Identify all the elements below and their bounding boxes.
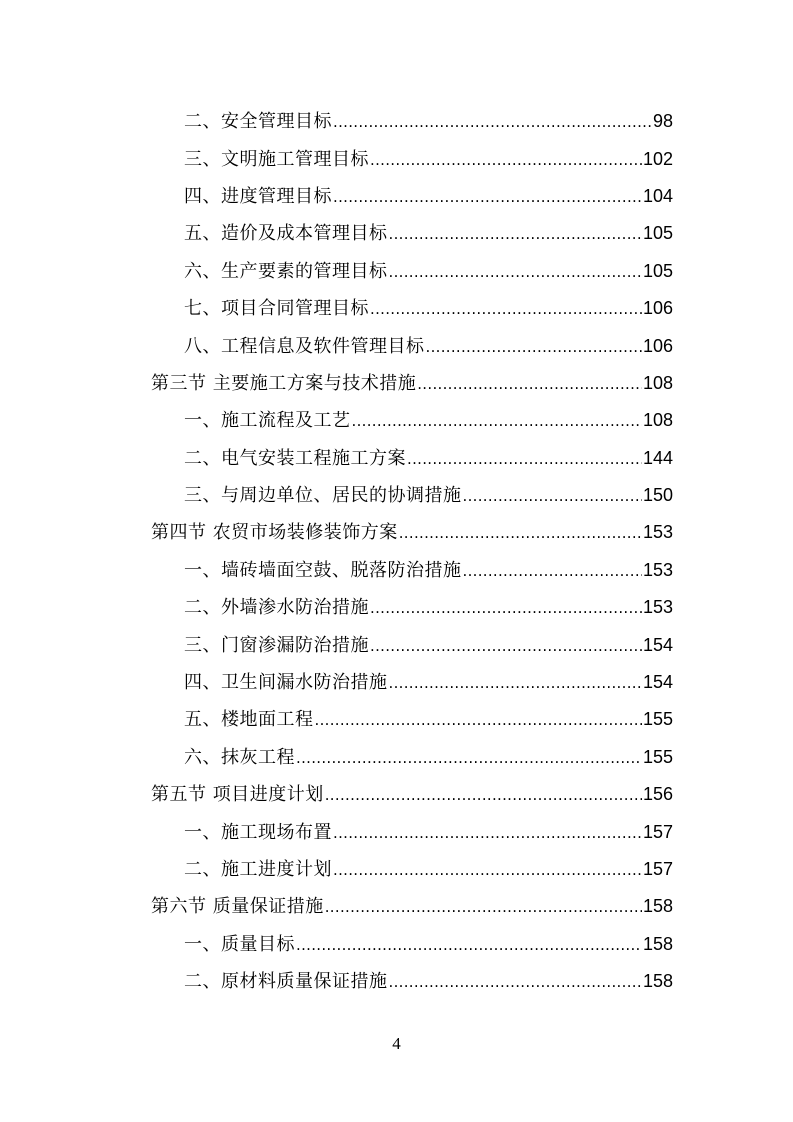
toc-entry-title: 第五节 项目进度计划 [151, 784, 324, 806]
toc-entry[interactable] [0, 103, 793, 140]
toc-leader-dots [389, 676, 642, 691]
toc-leader-dots [333, 863, 642, 878]
toc-entry-title: 四、进度管理目标 [184, 185, 332, 207]
toc-entry-page: 102 [642, 148, 673, 169]
toc-entry-page: 108 [642, 372, 673, 393]
toc-entry-page: 108 [642, 410, 673, 431]
toc-entry[interactable] [0, 440, 793, 477]
toc-leader-dots [417, 377, 642, 392]
toc-entry-page: 153 [642, 597, 673, 618]
toc-entry-title: 一、施工现场布置 [184, 821, 332, 843]
toc-entry-page: 157 [642, 821, 673, 842]
toc-entry-title: 第四节 农贸市场装修装饰方案 [151, 522, 398, 544]
toc-entry-title: 五、造价及成本管理目标 [184, 223, 388, 245]
toc-entry[interactable] [0, 926, 793, 963]
toc-entry-page: 106 [642, 298, 673, 319]
toc-entry-title: 五、楼地面工程 [184, 709, 314, 731]
toc-leader-dots [399, 526, 642, 541]
toc-entry[interactable] [0, 327, 793, 364]
toc-entry-page: 156 [642, 784, 673, 805]
toc-entry[interactable] [0, 813, 793, 850]
toc-section-entry[interactable] [0, 776, 793, 813]
toc-entry-title: 一、施工流程及工艺 [184, 410, 351, 432]
toc-section-entry[interactable] [0, 888, 793, 925]
toc-entry-title: 八、工程信息及软件管理目标 [184, 335, 425, 357]
toc-entry[interactable] [0, 402, 793, 439]
toc-entry[interactable] [0, 215, 793, 252]
toc-entry[interactable] [0, 739, 793, 776]
toc-entry-page: 158 [642, 971, 673, 992]
toc-entry-page: 105 [642, 260, 673, 281]
toc-entry-title: 四、卫生间漏水防治措施 [184, 672, 388, 694]
toc-entry-title: 三、文明施工管理目标 [184, 148, 369, 170]
toc-entry-page: 155 [642, 709, 673, 730]
toc-leader-dots [463, 489, 642, 504]
toc-entry-page: 157 [642, 859, 673, 879]
toc-entry[interactable] [0, 626, 793, 663]
toc-leader-dots [325, 900, 642, 915]
toc-entry-page: 154 [642, 672, 673, 693]
toc-entry-page: 106 [642, 335, 673, 356]
toc-leader-dots [296, 938, 642, 953]
toc-section-entry[interactable] [0, 365, 793, 402]
toc-entry-page: 105 [642, 223, 673, 244]
toc-entry-title: 六、抹灰工程 [184, 746, 295, 768]
toc-entry-title: 二、安全管理目标 [184, 111, 332, 133]
toc-leader-dots [407, 452, 642, 467]
toc-leader-dots [325, 788, 642, 803]
toc-leader-dots [370, 153, 642, 168]
toc-leader-dots [389, 265, 642, 280]
toc-leader-dots [333, 190, 642, 205]
toc-leader-dots [296, 751, 642, 766]
toc-entry[interactable] [0, 178, 793, 215]
toc-leader-dots [333, 826, 642, 841]
toc-entry[interactable] [0, 851, 793, 888]
toc-entry-page: 153 [642, 522, 673, 543]
toc-entry-title: 第三节 主要施工方案与技术措施 [151, 372, 417, 394]
toc-entry[interactable] [0, 589, 793, 626]
toc-entry[interactable] [0, 701, 793, 738]
toc-entry-title: 六、生产要素的管理目标 [184, 260, 388, 282]
toc-entry-title: 三、与周边单位、居民的协调措施 [184, 485, 462, 507]
toc-entry-page: 158 [642, 933, 673, 954]
toc-entry-title: 二、外墙渗水防治措施 [184, 597, 369, 619]
toc-entry[interactable] [0, 253, 793, 290]
toc-leader-dots [370, 302, 642, 317]
toc-section-entry[interactable] [0, 514, 793, 551]
toc-leader-dots [389, 975, 642, 990]
toc-leader-dots [352, 414, 642, 429]
toc-entry[interactable] [0, 552, 793, 589]
toc-entry-title: 一、墙砖墙面空鼓、脱落防治措施 [184, 559, 462, 581]
toc-entry-title: 第六节 质量保证措施 [151, 896, 324, 918]
page-number: 4 [392, 1034, 401, 1053]
toc-entry-title: 七、项目合同管理目标 [184, 298, 369, 320]
toc-entry-page: 153 [642, 559, 673, 580]
toc-entry-title: 三、门窗渗漏防治措施 [184, 634, 369, 656]
toc-entry-page: 158 [642, 896, 673, 917]
toc-leader-dots [389, 227, 642, 242]
toc-leader-dots [370, 639, 642, 654]
toc-entry[interactable] [0, 963, 793, 1000]
toc-entry[interactable] [0, 477, 793, 514]
toc-entry-title: 二、电气安装工程施工方案 [184, 447, 406, 469]
toc-entry-page: 98 [652, 111, 673, 132]
toc-entry[interactable] [0, 664, 793, 701]
toc-leader-dots [333, 115, 652, 130]
table-of-contents [0, 103, 793, 1000]
toc-entry-page: 155 [642, 746, 673, 767]
toc-entry-page: 104 [642, 185, 673, 206]
toc-leader-dots [370, 601, 642, 616]
toc-entry-title: 二、施工进度计划 [184, 859, 332, 880]
toc-leader-dots [426, 340, 642, 355]
toc-entry[interactable] [0, 140, 793, 177]
toc-entry-title: 一、质量目标 [184, 933, 295, 955]
toc-leader-dots [315, 713, 642, 728]
toc-entry-page: 144 [642, 447, 673, 468]
toc-leader-dots [463, 564, 642, 579]
toc-entry-page: 150 [642, 485, 673, 506]
toc-entry[interactable] [0, 290, 793, 327]
toc-entry-page: 154 [642, 634, 673, 655]
toc-entry-title: 二、原材料质量保证措施 [184, 971, 388, 993]
